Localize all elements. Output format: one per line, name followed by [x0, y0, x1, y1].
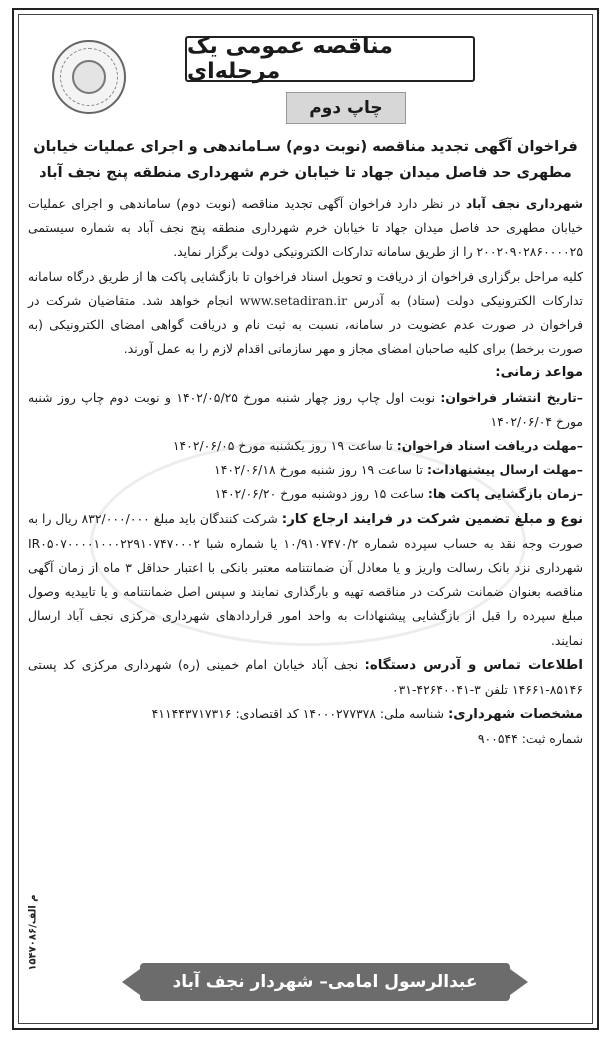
municipality-logo-icon	[52, 40, 126, 114]
schedule-item-publish	[28, 386, 583, 434]
edition-badge: چاپ دوم	[286, 92, 406, 124]
setad-url-link[interactable]: www.setadiran.ir	[239, 292, 348, 308]
tender-headline: فراخوان آگهی تجدید مناقصه (نوبت دوم) سـاماندهی و اجرای عملیات خیابان مطهری حد فاصل میدان جهاد تا خیابان خرم شهرداری منطقه پنج نجف آباد	[33, 138, 578, 181]
schedule-label: –زمان بازگشایی پاکت ها:	[427, 486, 583, 502]
schedule-value: تا ساعت ۱۹ روز شنبه مورخ ۱۴۰۲/۰۶/۱۸	[214, 462, 427, 478]
intro-lead: شهرداری نجف آباد	[465, 196, 583, 211]
procedure-text-start: کلیه مراحل برگزاری فراخوان از دریافت و تحویل اسناد فراخوان تا بازگشایی پاکت ها از طریق درگاه سامانه تدارکات الکترونیکی دولت (ستاد) به آدرس	[28, 268, 583, 308]
guarantee-text: شرکت کنندگان باید مبلغ ۸۳۲/۰۰۰/۰۰۰ ریال را به صورت وجه نقد به حساب سپرده شماره ۱۰/۹۱۰۷۴۷۰/۲ یا شماره شبا IR۰۵۰۷۰۰۰۰۱۰۰۰۲۲۹۱۰۷۴۷۰۰۰۲ شهرداری نزد بانک رسالت واریز و یا معادل آن ضمانتنامه معتبر بانکی با اعتبار حداقل ۳ ماه از زمان آگهی مناقصه بعنوان ضمانت شرکت در مناقصه تهیه و بارگذاری نمایند و سپس اصل ضمانتنامه و یا تاییدیه وصول مبلغ سپرده را قبل از بازگشایی پیشنهادات به واحد امور قراردادهای شهرداری مرکزی نجف آباد ارسال نمایند.	[28, 510, 584, 648]
intro-text: در نظر دارد فراخوان آگهی تجدید مناقصه (نوبت دوم) ساماندهی و اجرای عملیات خیابان مطهری حد فاصل میدان جهاد تا خیابان خرم شهرداری منطقه پنج نجف آباد به شماره سیستمی ۲۰۰۲۰۹۰۲۸۶۰۰۰۰۲۵ را از طریق سامانه تدارکات الکترونیکی دولت برگزار نماید.	[28, 196, 583, 260]
guarantee-paragraph	[28, 507, 583, 653]
schedule-value: تا ساعت ۱۹ روز یکشنبه مورخ ۱۴۰۲/۰۶/۰۵	[172, 438, 397, 454]
schedule-label: –تاریخ انتشار فراخوان:	[440, 389, 584, 405]
procedure-text-end: انجام خواهد شد. متقاضیان شرکت در فراخوان در صورت عدم عضویت در سامانه، نسبت به ثبت نام و دریافت گواهی امضای الکترونیکی (به صورت برخط) برای کلیه صاحبان امضای مجاز و مهر سازمانی اقدام لازم را به عمل آورند.	[28, 292, 583, 357]
schedule-value: نوبت اول چاپ روز چهار شنبه مورخ ۱۴۰۲/۰۵/۲۵ و نوبت دوم چاپ روز شنبه مورخ ۱۴۰۲/۰۶/۰۴	[28, 389, 583, 429]
announcement-body	[28, 192, 583, 752]
registration-number: شماره ثبت: ۹۰۰۵۴۴	[477, 731, 583, 747]
page-title: مناقصه عمومی یک مرحله‌ای	[185, 36, 475, 82]
ad-code	[20, 872, 46, 992]
schedule-item-opening	[28, 482, 583, 506]
schedule-item-submission	[28, 458, 583, 482]
municipality-label: مشخصات شهرداری:	[447, 707, 583, 723]
guarantee-label: نوع و مبلغ تضمین شرکت در فرایند ارجاع کار:	[281, 511, 583, 527]
schedule-label: –مهلت ارسال پیشنهادات:	[426, 462, 583, 478]
signature-banner: عبدالرسول امامی– شهردار نجف آباد	[140, 963, 510, 1001]
schedule-label: –مهلت دریافت اسناد فراخوان:	[396, 438, 583, 454]
contact-paragraph	[28, 653, 583, 702]
contact-text: نجف آباد خیابان امام خمینی (ره) شهرداری مرکزی کد پستی ۸۵۱۴۶-۱۴۶۶۱ تلفن ۳-۴۲۶۴۰۰۴۱-۰۳۱	[28, 656, 583, 698]
procedure-paragraph	[28, 265, 583, 362]
intro-paragraph	[28, 192, 583, 265]
municipality-paragraph	[28, 702, 583, 727]
schedule-item-documents	[28, 434, 583, 458]
schedule-value: ساعت ۱۵ روز دوشنبه مورخ ۱۴۰۲/۰۶/۲۰	[214, 486, 428, 502]
contact-label: اطلاعات تماس و آدرس دستگاه:	[364, 657, 583, 673]
ad-code-text: م الف/۱۵۴۷۰۸۶	[27, 893, 39, 971]
schedule-heading: مواعد زمانی:	[495, 365, 583, 381]
municipality-ids: شناسه ملی: ۱۴۰۰۰۲۷۷۳۷۸ کد اقتصادی: ۴۱۱۴۴۳۷۱۷۳۱۶	[151, 706, 448, 722]
